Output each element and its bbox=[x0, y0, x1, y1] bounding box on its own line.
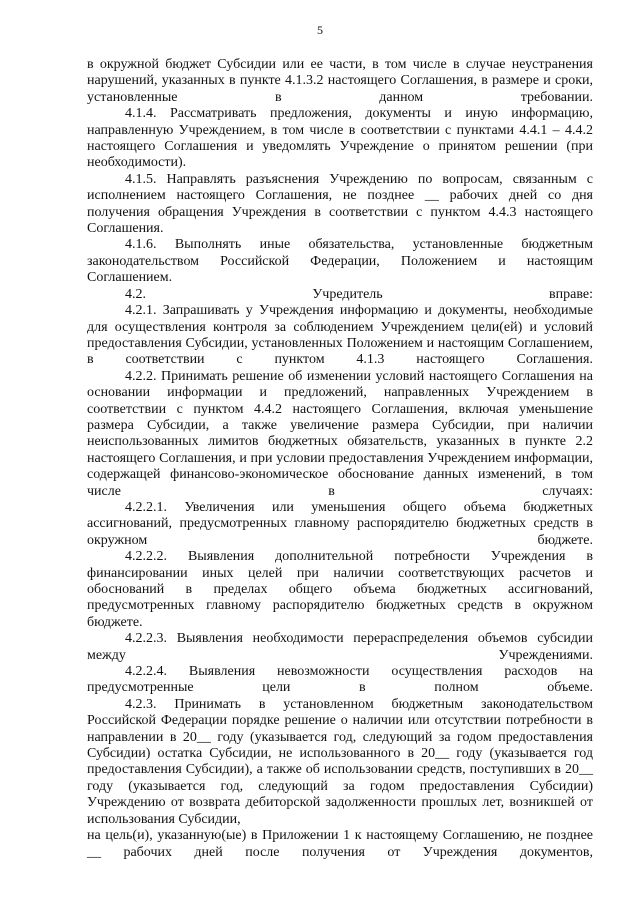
paragraph-4-1-6: 4.1.6. Выполнять иные обязательства, установленные бюджетным законодательством Российской Федерации, Положением и настоящим Соглашением. bbox=[87, 237, 593, 286]
paragraph-4-2-2-4: 4.2.2.4. Выявления невозможности осуществления расходов на предусмотренные цели в полном объеме. bbox=[87, 664, 593, 696]
page-number: 5 bbox=[317, 23, 323, 37]
paragraph-4-1-4: 4.1.4. Рассматривать предложения, документы и иную информацию, направленную Учреждением, в том числе в соответствии с пунктами 4.4.1 – 4.4.2 настоящего Соглашения и уведомлять Учреждение о принятом решении (при необходимости). bbox=[87, 106, 593, 171]
paragraph-4-2-3: 4.2.3. Принимать в установленном бюджетным законодательством Российской Федерации порядке решение о наличии или отсутствии потребности в направлении в 20__ году (указывается год, следующий за годом предоставления Субсидии) остатка Субсидии, не использованного в 20__ году (указывается год предоставления Субсидии), а также об использовании средств, поступивших в 20__ году (указывается год, следующий за годом предоставления Субсидии) Учреждению от возврата дебиторской задолженности прошлых лет, возникшей от использования Субсидии, bbox=[87, 696, 593, 827]
paragraph-continuation-4-1-3-2: в окружной бюджет Субсидии или ее части, в том числе в случае неустранения нарушений, указанных в пункте 4.1.3.2 настоящего Соглашения, в размере и сроки, установленные в данном требовании. bbox=[87, 57, 593, 105]
paragraph-4-2: 4.2. Учредитель вправе: bbox=[125, 286, 593, 302]
paragraph-4-2-2-3: 4.2.2.3. Выявления необходимости перераспределения объемов субсидии между Учреждениями. bbox=[87, 631, 593, 663]
paragraph-4-2-2-2: 4.2.2.2. Выявления дополнительной потребности Учреждения в финансировании иных целей при наличии соответствующих расчетов и обоснований в пределах общего объема бюджетных ассигнований, предусмотренных главному распорядителю бюджетных средств в окружном бюджете. bbox=[87, 549, 593, 630]
paragraph-4-1-5: 4.1.5. Направлять разъяснения Учреждению по вопросам, связанным с исполнением настоящего Соглашения, не позднее __ рабочих дней со дня получения обращения Учреждения в соответствии с пунктом 4.4.3 настоящего Соглашения. bbox=[87, 171, 593, 237]
document-body bbox=[87, 57, 593, 861]
paragraph-4-2-2-1: 4.2.2.1. Увеличения или уменьшения общего объема бюджетных ассигнований, предусмотренных главному распорядителю бюджетных средств в окружном бюджете. bbox=[87, 499, 593, 548]
paragraph-4-2-1: 4.2.1. Запрашивать у Учреждения информацию и документы, необходимые для осуществления контроля за соблюдением Учреждением цели(ей) и условий предоставления Субсидии, установленных Положением и настоящим Соглашением, в соответствии с пунктом 4.1.3 настоящего Соглашения. bbox=[87, 303, 593, 368]
paragraph-4-2-3-continuation: на цель(и), указанную(ые) в Приложении 1 к настоящему Соглашению, не позднее __ рабочих дней после получения от Учреждения документов, bbox=[87, 828, 593, 860]
paragraph-4-2-2: 4.2.2. Принимать решение об изменении условий настоящего Соглашения на основании информации и предложений, направленных Учреждением в соответствии с пунктом 4.4.2 настоящего Соглашения, включая уменьшение размера Субсидии, а также увеличение размера Субсидии, при наличии неиспользованных лимитов бюджетных обязательств, указанных в пункте 2.2 настоящего Соглашения, и при условии предоставления Учреждением информации, содержащей финансово-экономическое обоснование данных изменений, в том числе в случаях: bbox=[87, 368, 593, 499]
